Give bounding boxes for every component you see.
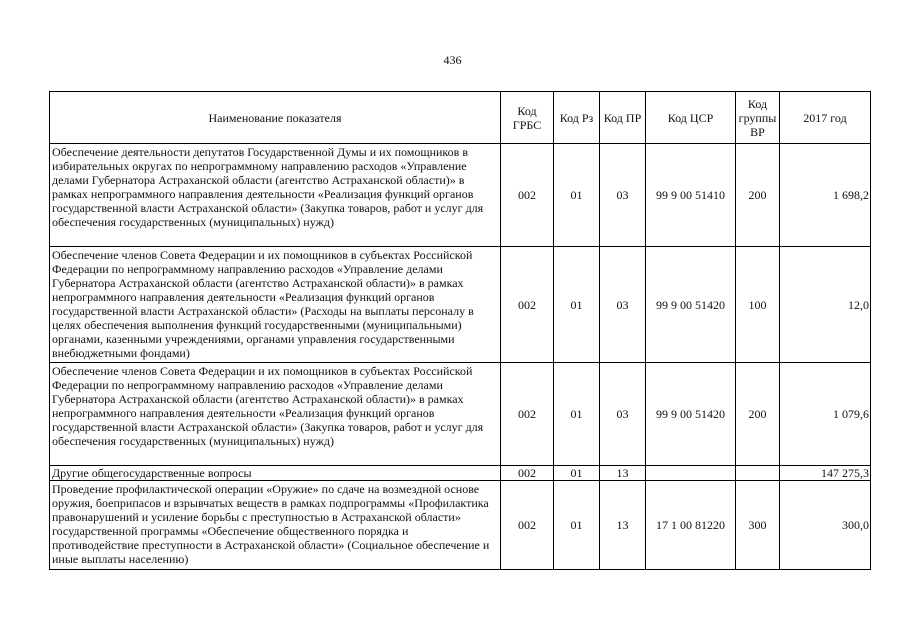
row-value: 12,0 [780,247,871,363]
row-csr [646,466,736,481]
table-row [50,481,871,570]
row-name: Проведение профилактической операции «Оружие» по сдаче на возмездной основе оружия, боеприпасов и взрывчатых веществ в рамках подпрограммы «Профилактика правонарушений и усиление борьбы с преступностью в Астраханской области» государственной программы «Обеспечение общественного порядка и противодействие преступности в Астраханской области» (Социальное обеспечение и иные выплаты населению) [50,481,501,570]
row-pr: 03 [600,363,646,466]
row-grbs: 002 [501,363,554,466]
row-pr: 13 [600,481,646,570]
row-vr [736,466,780,481]
header-year: 2017 год [780,92,871,144]
row-name: Другие общегосударственные вопросы [50,466,501,481]
table-row [50,247,871,363]
row-grbs: 002 [501,144,554,247]
row-vr: 200 [736,363,780,466]
header-name: Наименование показателя [50,92,501,144]
row-rz: 01 [554,247,600,363]
page-number: 436 [443,53,462,67]
table-row [50,466,871,481]
row-value: 1 698,2 [780,144,871,247]
header-vr: Код группы ВР [736,92,780,144]
row-grbs: 002 [501,466,554,481]
row-grbs: 002 [501,481,554,570]
row-value: 147 275,3 [780,466,871,481]
row-rz: 01 [554,466,600,481]
header-rz: Код Рз [554,92,600,144]
table-row [50,363,871,466]
row-pr: 13 [600,466,646,481]
row-value: 300,0 [780,481,871,570]
row-grbs: 002 [501,247,554,363]
row-name: Обеспечение членов Совета Федерации и их помощников в субъектах Российской Федерации по непрограммному направлению расходов «Управление делами Губернатора Астраханской области (агентство Астраханской области)» в рамках непрограммного направления деятельности «Реализация функций органов государственной власти Астраханской области» (Закупка товаров, работ и услуг для обеспечения государственных (муниципальных) нужд) [50,363,501,466]
row-vr: 300 [736,481,780,570]
header-csr: Код ЦСР [646,92,736,144]
row-name: Обеспечение членов Совета Федерации и их помощников в субъектах Российской Федерации по непрограммному направлению расходов «Управление делами Губернатора Астраханской области (агентство Астраханской области)» в рамках непрограммного направления деятельности «Реализация функций органов государственной власти Астраханской области» (Расходы на выплаты персоналу в целях обеспечения выполнения функций государственными (муниципальными) органами, казенными учреждениями, органами управления государственными внебюджетными фондами) [50,247,501,363]
table-row [50,144,871,247]
row-rz: 01 [554,144,600,247]
row-value: 1 079,6 [780,363,871,466]
row-csr: 17 1 00 81220 [646,481,736,570]
header-pr: Код ПР [600,92,646,144]
row-csr: 99 9 00 51420 [646,247,736,363]
row-vr: 200 [736,144,780,247]
header-row [50,92,871,144]
row-rz: 01 [554,363,600,466]
row-csr: 99 9 00 51420 [646,363,736,466]
budget-table [49,91,871,570]
row-name: Обеспечение деятельности депутатов Государственной Думы и их помощников в избирательных округах по непрограммному направлению расходов «Управление делами Губернатора Астраханской области (агентство Астраханской области)» в рамках непрограммного направления деятельности «Реализация функций органов государственной власти Астраханской области» (Закупка товаров, работ и услуг для обеспечения государственных (муниципальных) нужд) [50,144,501,247]
header-grbs: Код ГРБС [501,92,554,144]
row-csr: 99 9 00 51410 [646,144,736,247]
row-pr: 03 [600,247,646,363]
row-pr: 03 [600,144,646,247]
row-vr: 100 [736,247,780,363]
row-rz: 01 [554,481,600,570]
